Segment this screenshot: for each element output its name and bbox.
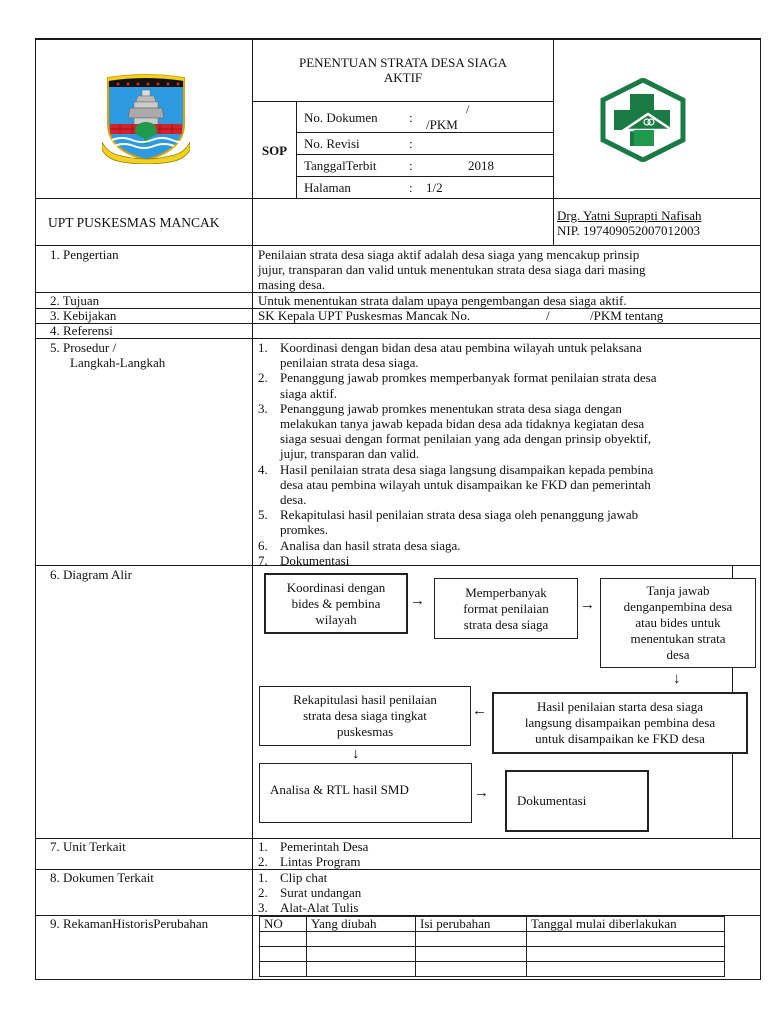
text-line: Hasil penilaian strata desa siaga langsung disampaikan kepada pembina [280,461,654,477]
history-table [259,916,725,977]
text-line: Penanggung jawab promkes menentukan strata desa siaga dengan [280,400,622,416]
list-item [258,401,727,462]
text-line: Koordinasi dengan bidan desa atau pembina wilayah untuk pelaksana [280,340,642,355]
table-header-row [260,917,725,932]
section-label-tujuan: 2. Tujuan [50,293,100,308]
flow-node-dokumentasi [505,770,649,832]
flow-arrow-right-icon: → [410,593,425,609]
list-item [258,885,361,900]
node-line: desa [666,647,690,662]
text-line: Analisa dan hasil strata desa siaga. [280,537,461,553]
section-label-dokumen-terkait: 8. Dokumen Terkait [50,870,154,885]
list-item [258,553,727,568]
table-cell [416,932,527,947]
column-header: Tanggal mulai diberlakukan [527,917,725,932]
step-number: 7. [258,552,268,568]
signer-nip: NIP. 197409052007012003 [557,223,701,238]
flow-node-tanya-jawab [600,578,756,668]
list-item [258,900,361,915]
text-line: jujur, transparan dan valid untuk menentukan strata desa siaga dari masing [258,262,646,277]
meta-colon: : [409,110,413,125]
section-label-langkah: Langkah-Langkah [70,355,166,370]
table-cell [527,932,725,947]
item-text: Pemerintah Desa [280,839,369,854]
step-number: 6. [258,537,268,553]
section-label-kebijakan: 3. Kebijakan [50,308,117,323]
flow-arrow-right-icon: → [580,597,595,613]
table-cell [307,932,416,947]
flow-arrow-down-icon: ↓ [352,746,360,762]
kebijakan-pkm: /PKM tentang [590,308,664,323]
meta-colon: : [409,180,413,195]
unit-terkait-list [258,839,368,869]
institution-name: UPT PUSKESMAS MANCAK [48,215,220,230]
divider [253,101,553,102]
list-item [258,854,368,869]
divider [296,101,297,198]
text-line: Rekapitulasi hasil penilaian strata desa siaga oleh penanggung jawab [280,507,639,523]
meta-value-tanggal-terbit: 2018 [468,158,494,173]
list-item [258,538,727,553]
sop-label: SOP [261,143,288,158]
text-line: Penanggung jawab promkes memperbanyak format penilaian strata desa [280,370,657,386]
table-row [260,947,725,962]
node-line: Analisa & RTL hasil SMD [270,782,409,797]
node-line: strata desa siaga tingkat [303,708,427,723]
table-cell [260,947,307,962]
divider [35,245,761,246]
table-row [260,932,725,947]
node-line: wilayah [315,611,357,627]
divider [297,132,553,133]
flow-node-koordinasi [264,573,408,634]
column-header: Isi perubahan [416,917,527,932]
flow-node-rekapitulasi [259,686,471,746]
table-row [260,962,725,977]
table-cell [307,947,416,962]
list-item [258,507,727,537]
section-label-referensi: 4. Referensi [50,323,113,338]
text-line: melakukan tanya jawab kepada bidan desa ada tidaknya kegiatan desa [280,416,645,432]
list-item [258,340,727,370]
title-line-1: PENENTUAN STRATA DESA SIAGA [298,55,508,70]
node-line: atau bides untuk [635,615,721,630]
text-line: masing desa. [258,277,326,292]
table-cell [416,947,527,962]
list-item [258,839,368,854]
dokumen-terkait-list [258,870,361,915]
divider [297,154,553,155]
divider [35,323,761,324]
section-label-pengertian: 1. Pengertian [50,247,119,262]
flow-arrow-left-icon: ← [472,703,487,719]
column-header: Yang diubah [307,917,416,932]
node-line: puskesmas [336,724,394,739]
table-cell [260,962,307,977]
meta-value-no-dokumen-slash: / [466,102,470,116]
text-line: Dokumentasi [280,552,350,568]
meta-value-halaman: 1/2 [426,180,443,195]
table-cell [416,962,527,977]
node-line: menentukan strata [630,631,726,646]
puskesmas-cross-icon [600,78,686,162]
item-number: 1. [258,870,268,885]
pengertian-text [258,247,727,292]
table-cell [527,962,725,977]
item-text: Lintas Program [280,854,361,869]
table-cell [260,932,307,947]
text-line: siaga aktif. [280,385,338,401]
step-number: 2. [258,370,268,386]
item-number: 2. [258,885,268,900]
section-label-prosedur: 5. Prosedur / [50,340,117,355]
meta-value-no-dokumen: /PKM [426,117,458,132]
signer-name: Drg. Yatni Suprapti Nafisah [557,208,702,223]
divider [553,38,554,246]
divider [35,838,761,839]
node-line: format penilaian [463,600,549,616]
section-label-diagram: 6. Diagram Alir [50,567,132,582]
item-text: Clip chat [280,870,328,885]
step-number: 1. [258,340,268,355]
node-line: Hasil penilaian starta desa siaga [536,699,704,714]
item-number: 1. [258,839,268,854]
step-number: 3. [258,400,268,416]
meta-colon: : [409,158,413,173]
table-cell [307,962,416,977]
node-line: Koordinasi dengan [286,579,386,595]
step-number: 5. [258,507,268,523]
frame-bottom [35,979,761,980]
step-number: 4. [258,461,268,477]
document-title [253,55,553,85]
meta-colon: : [409,136,413,151]
kebijakan-slash: / [546,308,550,323]
meta-label-halaman: Halaman [304,180,351,195]
meta-label-no-dokumen: No. Dokumen [304,110,378,125]
text-line: Penilaian strata desa siaga aktif adalah desa siaga yang mencakup prinsip [258,247,640,262]
node-line: denganpembina desa [623,599,733,614]
item-number: 3. [258,900,268,915]
prosedur-steps-list [258,340,727,568]
emblem-icon [102,72,190,164]
node-line: Rekapitulasi hasil penilaian [293,692,437,707]
text-line: desa. [280,492,307,508]
tujuan-text: Untuk menentukan strata dalam upaya pengembangan desa siaga aktif. [258,293,627,308]
item-number: 2. [258,854,268,869]
meta-label-tanggal-terbit: TanggalTerbit [304,158,377,173]
item-text: Alat-Alat Tulis [280,900,359,915]
node-line: untuk disampaikan ke FKD desa [535,731,705,746]
node-line: Memperbanyak [465,584,547,600]
text-line: jujur, transparan dan valid. [280,446,420,462]
puskesmas-logo [600,78,686,162]
text-line: desa atau pembina wilayah untuk disampaikan ke FKD dan pemerintah [280,476,651,492]
flow-arrow-right-icon: → [474,785,489,801]
list-item [258,370,727,400]
flow-node-analisa [259,763,472,823]
column-header: NO [260,917,307,932]
node-line: Tanja jawab [646,583,710,598]
meta-label-no-revisi: No. Revisi [304,136,360,151]
kabupaten-emblem-logo [102,72,190,164]
kebijakan-text: SK Kepala UPT Puskesmas Mancak No. [258,308,471,323]
section-label-rekaman: 9. RekamanHistorisPerubahan [50,916,209,931]
divider [297,176,553,177]
item-text: Surat undangan [280,885,362,900]
table-cell [527,947,725,962]
divider [35,198,761,199]
node-line: bides & pembina [291,595,381,611]
title-line-2: AKTIF [383,70,423,85]
frame-top [35,38,761,40]
text-line: penilaian strata desa siaga. [280,355,419,371]
list-item [258,462,727,508]
list-item [258,870,361,885]
section-label-unit-terkait: 7. Unit Terkait [50,839,126,854]
text-line: promkes. [280,522,329,538]
flow-node-memperbanyak [434,578,578,639]
divider [35,338,761,339]
node-line: langsung disampaikan pembina desa [524,715,716,730]
flow-arrow-down-icon: ↓ [673,671,681,687]
text-line: siaga sesuai dengan format penilaian yang ada dengan prinsip obyektif, [280,431,652,447]
flow-node-hasil [492,692,748,754]
node-line: strata desa siaga [463,616,549,632]
node-line: Dokumentasi [517,793,587,808]
